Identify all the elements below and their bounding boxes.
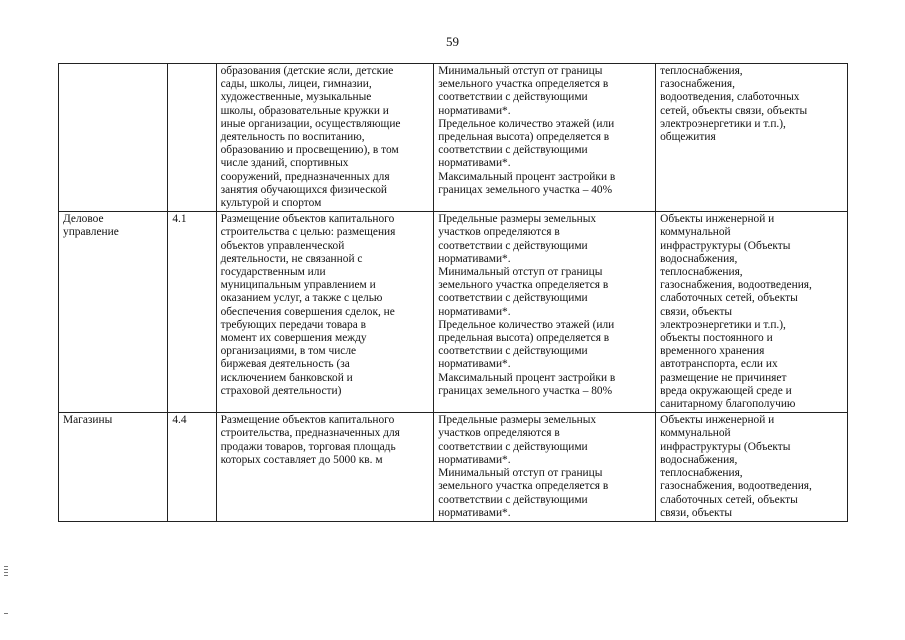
cell-text-line: газоснабжения, водоотведения, [660,279,812,292]
land-use-name-cell [59,212,168,413]
cell-text-line: границах земельного участка – 40% [438,183,613,196]
crop-mark [4,572,8,573]
cell-text-line: Максимальный процент застройки в [438,170,616,183]
land-use-code-cell [168,212,216,413]
cell-text-line: строительства с целью: размещения [220,226,396,239]
cell-text-line: водоотведения, слаботочных [660,91,800,104]
cell-text-line: теплоснабжения, [660,467,743,480]
cell-text-line: 4.1 [172,213,187,226]
cell-text-line: объектов управленческой [220,239,345,252]
cell-text-line: Минимальный отступ от границы [438,266,603,279]
cell-text-line: нормативами*. [438,305,511,318]
auxiliary-uses-cell [656,413,848,522]
land-use-parameters-cell [434,64,656,212]
cell-text-line: теплоснабжения, [660,65,743,77]
cell-text-line: водоснабжения, [660,252,738,265]
cell-text-line: инфраструктуры (Объекты [660,239,791,252]
cell-text-line: Предельное количество этажей (или [438,117,615,130]
cell-text-line: размещение не причиняет [660,371,787,384]
table-row [59,413,848,522]
cell-text-line: Магазины [63,414,113,427]
cell-text-line: связи, объекты [660,506,733,519]
cell-text-line: деятельности, не связанной с [220,252,363,265]
cell-text-line: газоснабжения, водоотведения, [660,480,812,493]
land-use-parameters-cell [434,212,656,413]
cell-text-line: Предельное количество этажей (или [438,318,615,331]
cell-text-line: управление [63,226,119,239]
cell-text-line: земельного участка определяется в [438,279,609,292]
auxiliary-uses-cell [656,212,848,413]
land-use-parameters-cell [434,413,656,522]
cell-text-line: Размещение объектов капитального [220,213,395,226]
cell-text-line: строительства, предназначенных для [220,427,400,440]
cell-text-line: иные организации, осуществляющие [220,117,401,130]
cell-text-line: соответствии с действующими [438,345,588,358]
cell-text-line: страховой деятельности) [220,384,342,397]
cell-text-line: Деловое [63,213,104,226]
cell-text-line: Предельные размеры земельных [438,414,597,427]
land-use-name-cell [59,413,168,522]
cell-text-line: продажи товаров, торговая площадь [220,440,396,453]
cell-text-line: земельного участка определяется в [438,78,609,91]
cell-text-line: автотранспорта, если их [660,358,778,371]
cell-text-line: государственным или [220,266,326,279]
cell-text-line: сетей, объекты связи, объекты [660,104,808,117]
cell-text-line: обеспечения совершения сделок, не [220,305,395,318]
crop-mark [4,569,8,570]
cell-text-line: культурой и спортом [220,197,322,210]
cell-text-line: нормативами*. [438,506,511,519]
cell-text-line: инфраструктуры (Объекты [660,440,791,453]
cell-text-line: соответствии с действующими [438,292,588,305]
land-use-description-cell [216,212,434,413]
cell-text-line: нормативами*. [438,453,511,466]
cell-text-line: оказанием услуг, а также с целью [220,292,383,305]
cell-text-line: участков определяются в [438,226,560,239]
cell-text-line: числе зданий, спортивных [220,157,349,170]
cell-text-line: газоснабжения, [660,78,736,91]
cell-text-line: нормативами*. [438,157,511,170]
cell-text-line: нормативами*. [438,358,511,371]
cell-text-line: деятельность по воспитанию, [220,131,365,144]
cell-text-line: нормативами*. [438,104,511,117]
cell-text-line: предельная высота) определяется в [438,332,610,345]
land-use-description-cell [216,413,434,522]
crop-mark [4,613,8,614]
cell-text-line: Максимальный процент застройки в [438,371,616,384]
cell-text-line: теплоснабжения, [660,266,743,279]
crop-mark [4,566,8,567]
cell-text-line: Размещение объектов капитального [220,414,395,427]
cell-text-line: которых составляет до 5000 кв. м [220,453,383,466]
land-use-name-cell [59,64,168,212]
page-number: 59 [446,34,459,49]
land-use-code-cell [168,413,216,522]
cell-text-line: электроэнергетики и т.п.), [660,117,786,130]
cell-text-line: слаботочных сетей, объекты [660,292,798,305]
cell-text-line: момент их совершения между [220,332,367,345]
cell-text-line: соответствии с действующими [438,493,588,506]
cell-text-line: Предельные размеры земельных [438,213,597,226]
cell-text-line: соответствии с действующими [438,239,588,252]
cell-text-line: нормативами*. [438,252,511,265]
cell-text-line: исключением банковской и [220,371,353,384]
cell-text-line: связи, объекты [660,305,733,318]
cell-text-line: соответствии с действующими [438,91,588,104]
cell-text-line: Минимальный отступ от границы [438,467,603,480]
land-use-table [58,63,848,522]
cell-text-line: сооружений, предназначенных для [220,170,390,183]
cell-text-line: санитарному благополучию [660,398,796,411]
cell-text-line: водоснабжения, [660,453,738,466]
cell-text-line: биржевая деятельность (за [220,358,350,371]
cell-text-line: общежития [660,131,716,144]
cell-text-line: соответствии с действующими [438,144,588,157]
table-row [59,212,848,413]
cell-text-line: Объекты инженерной и [660,213,775,226]
land-use-code-cell [168,64,216,212]
cell-text-line: электроэнергетики и т.п.), [660,318,786,331]
cell-text-line: образования (детские ясли, детские [220,65,394,77]
auxiliary-uses-cell [656,64,848,212]
cell-text-line: предельная высота) определяется в [438,131,610,144]
cell-text-line: художественные, музыкальные [220,91,372,104]
land-use-description-cell [216,64,434,212]
cell-text-line: занятия обучающихся физической [220,183,387,196]
cell-text-line: 4.4 [172,414,187,427]
cell-text-line: границах земельного участка – 80% [438,384,613,397]
cell-text-line: Минимальный отступ от границы [438,65,603,77]
cell-text-line: Объекты инженерной и [660,414,775,427]
cell-text-line: сады, школы, лицеи, гимназии, [220,78,372,91]
cell-text-line: временного хранения [660,345,765,358]
cell-text-line: требующих передачи товара в [220,318,367,331]
cell-text-line: организациями, в том числе [220,345,357,358]
cell-text-line: участков определяются в [438,427,560,440]
cell-text-line: образованию и просвещению), в том [220,144,399,157]
cell-text-line: соответствии с действующими [438,440,588,453]
cell-text-line: коммунальной [660,427,731,440]
cell-text-line: коммунальной [660,226,731,239]
cell-text-line: вреда окружающей среде и [660,384,792,397]
cell-text-line: слаботочных сетей, объекты [660,493,798,506]
cell-text-line: объекты постоянного и [660,332,773,345]
crop-mark [4,575,8,576]
cell-text-line: школы, образовательные кружки и [220,104,389,117]
cell-text-line: земельного участка определяется в [438,480,609,493]
table-row [59,64,848,212]
cell-text-line: муниципальным управлением и [220,279,376,292]
